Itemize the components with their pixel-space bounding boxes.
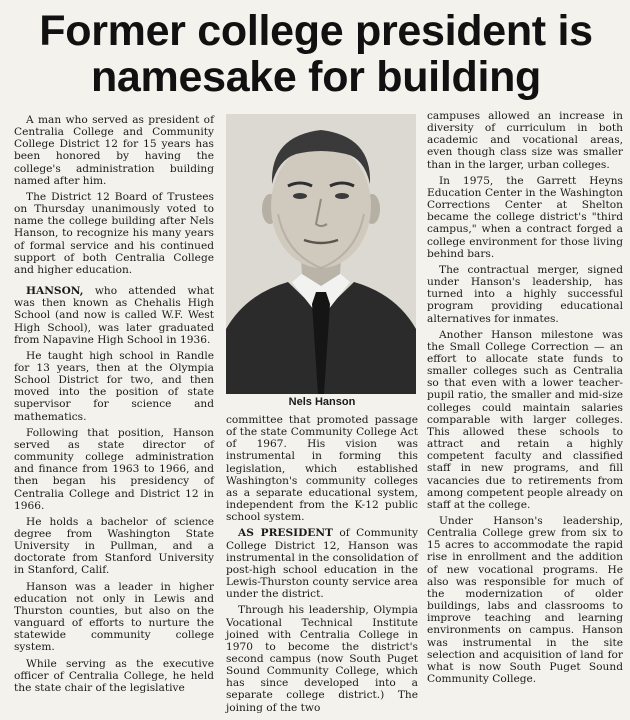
paragraph: Following that position, Hanson served as state director of community college administration and finance from 1963 to 1966, and then began his presidency of Centralia College and District 12 in 1966. <box>14 426 214 512</box>
paragraph-text: who attended what was then known as Chehalis High School (and now is called W.F. West High School), was later graduated from Napavine High School in 1936. <box>14 285 214 346</box>
paragraph: While serving as the executive officer of Centralia College, he held the state chair of the legislative <box>14 657 214 694</box>
paragraph: He holds a bachelor of science degree from Washington State University in Pullman, and a doctorate from Stanford University in Stanford, Calif. <box>14 515 214 577</box>
paragraph <box>14 285 214 346</box>
paragraph: Another Hanson milestone was the Small College Correction — an effort to allocate state funds to smaller colleges such as Centralia so that even with a lower teacher-pupil ratio, the smaller and mid-size colleges could maintain salaries comparable with larger colleges. This allowed these schools to attract and retain a highly competent faculty and classified staff in new programs, and fill vacancies due to retirements from among competent people already on staff at the college. <box>427 328 624 511</box>
photo-caption: Nels Hanson <box>288 396 356 408</box>
article-column-1 <box>14 114 214 694</box>
headline: Former college president is namesake for building <box>39 7 593 101</box>
portrait-photo <box>226 114 416 394</box>
paragraph: The contractual merger, signed under Hanson's leadership, has turned into a highly successful program providing educational alternatives for inmates. <box>427 263 623 325</box>
article-column-2 <box>226 414 418 714</box>
paragraph-lead-in: HANSON, <box>26 285 84 298</box>
paragraph: In 1975, the Garrett Heyns Education Center in the Washington Corrections Center at Shelton became the college district's "third campus," when a contract forged a college environment for those living behind bars. <box>427 174 623 260</box>
paragraph: committee that promoted passage of the state Community College Act of 1967. His vision was instrumental in forming this legislation, which established Washington's community colleges as a separate educational system, independent from the K-12 public school system. <box>226 414 418 524</box>
paragraph: Hanson was a leader in higher education not only in Lewis and Thurston counties, but also on the vanguard of efforts to nurture the statewide community college system. <box>14 580 214 654</box>
paragraph-text: of Community College District 12, Hanson was instrumental in the consolidation of post-high school education in the Lewis-Thurston county service area under the district. <box>226 527 418 601</box>
paragraph: He taught high school in Randle for 13 years, then at the Olympia School District for two, and then moved into the position of state supervisor for science and mathematics. <box>14 349 214 423</box>
paragraph-lead-in: AS PRESIDENT <box>238 527 333 540</box>
paragraph: Under Hanson's leadership, Centralia College grew from six to 15 acres to accommodate the rapid rise in enrollment and the addition of new vocational programs. He also was responsible for much of the modernization of older buildings, labs and classrooms to improve teaching and learning environments on campus. Hanson was instrumental in the site selection and acquisition of land for what is now South Puget Sound Community College. <box>427 515 623 686</box>
paragraph <box>226 527 418 600</box>
portrait-image <box>226 114 416 394</box>
paragraph: A man who served as president of Centralia College and Community College District 12 for 15 years has been honored by having the college's administration building named after him. <box>14 114 214 187</box>
paragraph: Through his leadership, Olympia Vocational Technical Institute joined with Centralia College in 1970 to become the district's second campus (now South Puget Sound Community College, which has since developed into a separate college district.) The joining of the two <box>226 604 418 714</box>
paragraph: The District 12 Board of Trustees on Thursday unanimously voted to name the college building after Nels Hanson, to recognize his many years of formal service and his continued support of both Centralia College and higher education. <box>14 190 214 276</box>
paragraph: campuses allowed an increase in diversity of curriculum in both academic and vocational areas, even though class size was smaller than in the larger, urban colleges. <box>427 110 623 171</box>
article-column-3 <box>427 110 623 685</box>
